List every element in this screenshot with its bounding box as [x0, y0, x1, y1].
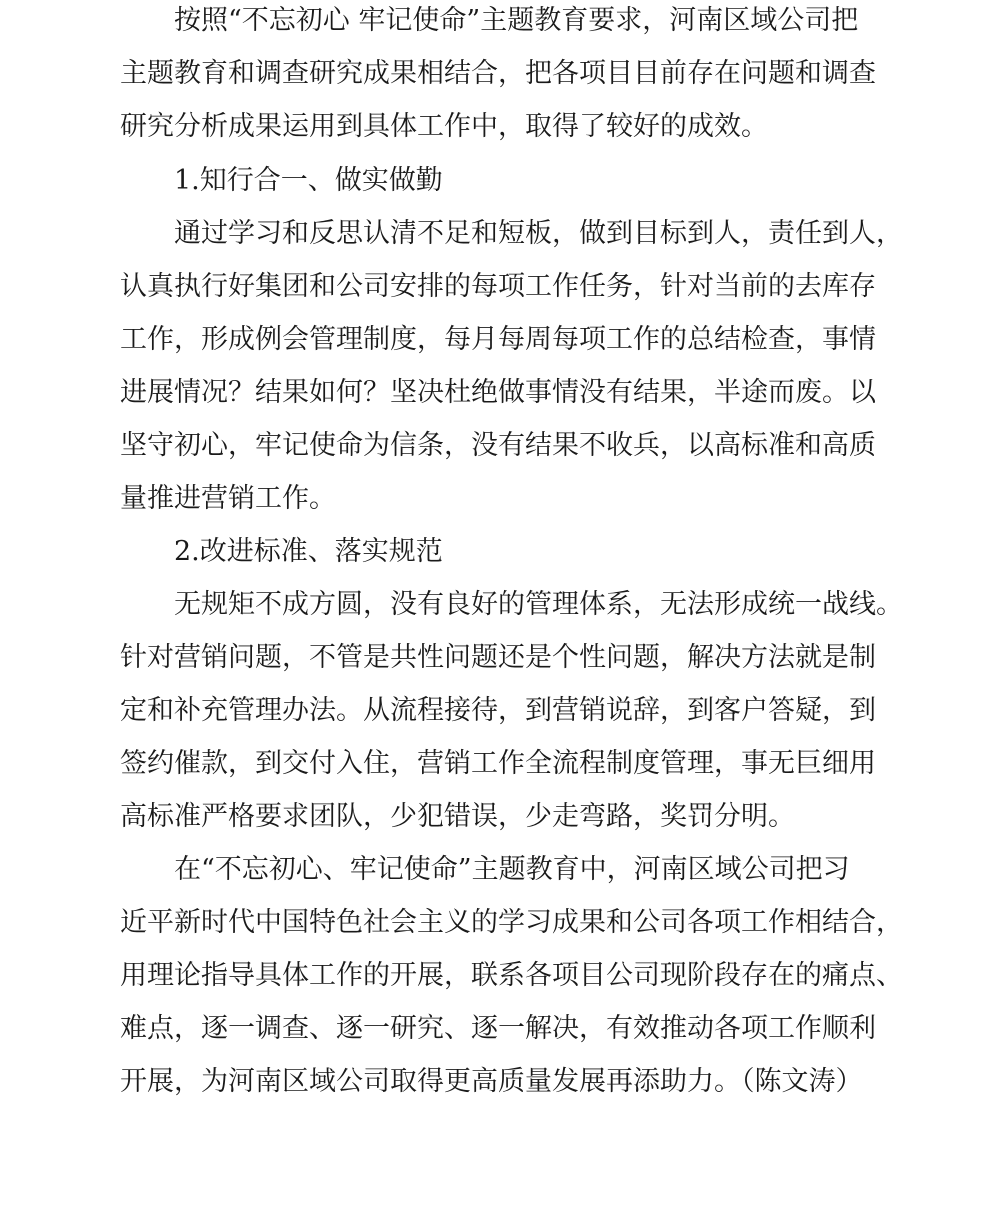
paragraph-3-line-3: 定和补充管理办法。从流程接待，到营销说辞，到客户答疑，到 — [120, 695, 876, 726]
paragraph-2-line-6: 量推进营销工作。 — [120, 483, 336, 514]
paragraph-2-line-1: 通过学习和反思认清不足和短板，做到目标到人，责任到人， — [174, 218, 903, 249]
paragraph-4-line-2: 近平新时代中国特色社会主义的学习成果和公司各项工作相结合， — [120, 907, 903, 938]
section-heading-1: 1.知行合一、做实做勤 — [174, 165, 443, 196]
paragraph-3-line-2: 针对营销问题，不管是共性问题还是个性问题，解决方法就是制 — [120, 642, 876, 673]
paragraph-4-line-5: 开展，为河南区域公司取得更高质量发展再添助力。（陈文涛） — [120, 1066, 863, 1097]
paragraph-4-line-4: 难点，逐一调查、逐一研究、逐一解决，有效推动各项工作顺利 — [120, 1013, 876, 1044]
paragraph-1-line-1: 按照“不忘初心 牢记使命”主题教育要求，河南区域公司把 — [174, 5, 859, 36]
paragraph-2-line-3: 工作，形成例会管理制度，每月每周每项工作的总结检查，事情 — [120, 324, 876, 355]
paragraph-2-line-5: 坚守初心，牢记使命为信条，没有结果不收兵，以高标准和高质 — [120, 430, 876, 461]
paragraph-4-line-1: 在“不忘初心、牢记使命”主题教育中，河南区域公司把习 — [174, 854, 850, 885]
paragraph-1-line-3: 研究分析成果运用到具体工作中，取得了较好的成效。 — [120, 111, 768, 142]
paragraph-4-line-3: 用理论指导具体工作的开展，联系各项目公司现阶段存在的痛点、 — [120, 960, 903, 991]
paragraph-3-line-4: 签约催款，到交付入住，营销工作全流程制度管理，事无巨细用 — [120, 748, 876, 779]
paragraph-2-line-4: 进展情况？结果如何？坚决杜绝做事情没有结果，半途而废。以 — [120, 377, 876, 408]
paragraph-3-line-5: 高标准严格要求团队，少犯错误，少走弯路，奖罚分明。 — [120, 801, 795, 832]
paragraph-1-line-2: 主题教育和调查研究成果相结合，把各项目目前存在问题和调查 — [120, 58, 876, 89]
section-heading-2: 2.改进标准、落实规范 — [174, 536, 443, 567]
paragraph-3-line-1: 无规矩不成方圆，没有良好的管理体系，无法形成统一战线。 — [174, 589, 903, 620]
paragraph-2-line-2: 认真执行好集团和公司安排的每项工作任务，针对当前的去库存 — [120, 271, 876, 302]
